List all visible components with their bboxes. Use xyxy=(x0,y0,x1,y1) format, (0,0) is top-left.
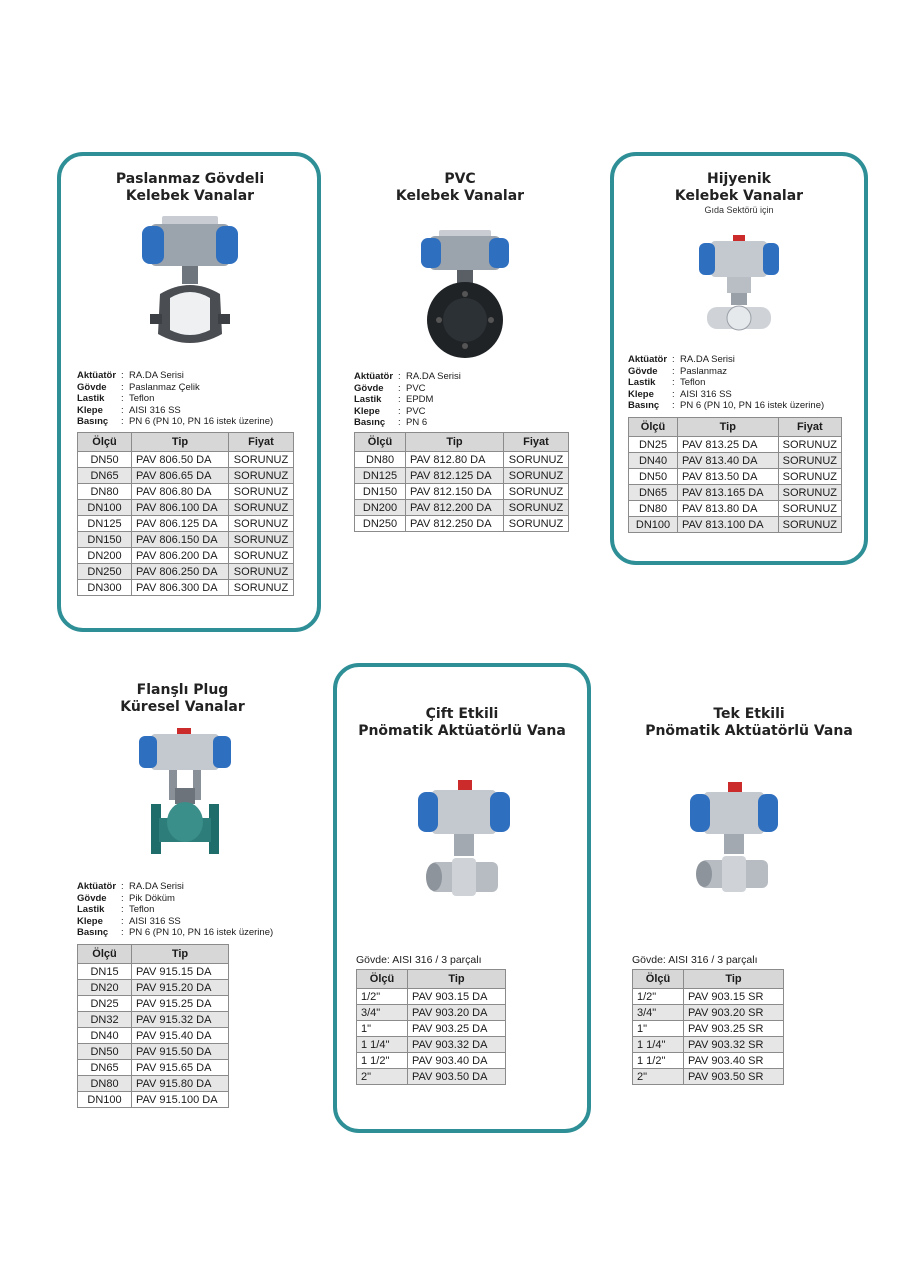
spec-separator: : xyxy=(398,405,401,417)
table-row xyxy=(355,500,569,516)
table-row xyxy=(357,1069,506,1085)
table-cell: 2" xyxy=(633,1069,684,1085)
spec-list xyxy=(628,354,824,412)
table-row xyxy=(629,437,842,453)
table-cell: PAV 903.15 SR xyxy=(684,989,784,1005)
table-cell: SORUNUZ xyxy=(504,468,569,484)
table-cell: DN150 xyxy=(355,484,406,500)
spec-separator: : xyxy=(398,394,401,405)
table-cell: PAV 903.25 SR xyxy=(684,1021,784,1037)
price-table xyxy=(354,432,569,532)
spec-row: Klepe : AISI 316 SS xyxy=(628,388,732,400)
table-cell: DN250 xyxy=(355,516,406,532)
table-cell: PAV 915.20 DA xyxy=(132,980,229,996)
spec-separator: : xyxy=(398,371,401,382)
card-title: PVC Kelebek Vanalar xyxy=(395,171,525,204)
table-row xyxy=(78,1092,229,1108)
table-row xyxy=(633,989,784,1005)
table-cell: PAV 903.15 DA xyxy=(408,989,506,1005)
table-cell: PAV 903.32 SR xyxy=(684,1037,784,1053)
table-cell: PAV 915.50 DA xyxy=(132,1044,229,1060)
table-cell: PAV 915.32 DA xyxy=(132,1012,229,1028)
table-cell: DN200 xyxy=(78,548,132,564)
table-cell: PAV 812.150 DA xyxy=(406,484,504,500)
col-header: Fiyat xyxy=(778,418,841,437)
col-header: Ölçü xyxy=(78,433,132,452)
spec-separator: : xyxy=(121,892,124,904)
table-row xyxy=(78,484,294,500)
col-header: Tip xyxy=(406,433,504,452)
table-cell: PAV 813.40 DA xyxy=(678,453,779,469)
table-row xyxy=(78,500,294,516)
table-cell: PAV 813.50 DA xyxy=(678,469,779,485)
table-cell: DN125 xyxy=(355,468,406,484)
table-row xyxy=(78,548,294,564)
col-header: Tip xyxy=(132,433,229,452)
table-cell: 3/4" xyxy=(357,1005,408,1021)
table-cell: PAV 903.40 DA xyxy=(408,1053,506,1069)
table-cell: PAV 915.25 DA xyxy=(132,996,229,1012)
table-cell: SORUNUZ xyxy=(778,437,841,453)
spec-separator: : xyxy=(672,400,675,411)
table-cell: SORUNUZ xyxy=(504,516,569,532)
table-cell: 3/4" xyxy=(633,1005,684,1021)
table-row xyxy=(355,468,569,484)
table-cell: PAV 915.100 DA xyxy=(132,1092,229,1108)
table-cell: SORUNUZ xyxy=(778,501,841,517)
spec-row: Basınç : PN 6 (PN 10, PN 16 istek üzerine) xyxy=(77,927,274,938)
table-row xyxy=(629,469,842,485)
table-cell: SORUNUZ xyxy=(778,453,841,469)
table-cell: SORUNUZ xyxy=(229,452,294,468)
table-row xyxy=(78,980,229,996)
spec-row: Aktüatör : RA.DA Serisi xyxy=(77,370,184,381)
single-acting-ball-valve-image xyxy=(688,782,780,904)
table-cell: PAV 903.20 SR xyxy=(684,1005,784,1021)
col-header: Ölçü xyxy=(633,970,684,989)
card-title: Hijyenik Kelebek Vanalar Gıda Sektörü için xyxy=(610,171,868,216)
table-cell: SORUNUZ xyxy=(504,452,569,468)
table-cell: SORUNUZ xyxy=(229,548,294,564)
table-row xyxy=(357,1037,506,1053)
spec-line: Gövde: AISI 316 / 3 parçalı xyxy=(632,954,758,966)
table-cell: PAV 806.50 DA xyxy=(132,452,229,468)
table-cell: PAV 813.25 DA xyxy=(678,437,779,453)
col-header: Tip xyxy=(684,970,784,989)
table-row xyxy=(78,1044,229,1060)
table-cell: 1/2" xyxy=(633,989,684,1005)
table-row xyxy=(355,484,569,500)
table-cell: SORUNUZ xyxy=(229,564,294,580)
spec-separator: : xyxy=(121,904,124,915)
table-cell: PAV 812.80 DA xyxy=(406,452,504,468)
table-cell: SORUNUZ xyxy=(504,500,569,516)
table-cell: PAV 806.200 DA xyxy=(132,548,229,564)
table-cell: PAV 915.40 DA xyxy=(132,1028,229,1044)
table-row xyxy=(78,468,294,484)
table-row xyxy=(78,516,294,532)
table-cell: DN100 xyxy=(78,1092,132,1108)
table-row xyxy=(357,1021,506,1037)
table-cell: DN50 xyxy=(78,1044,132,1060)
spec-row: Gövde : Paslanmaz xyxy=(628,365,727,377)
spec-separator: : xyxy=(121,881,124,892)
spec-row: Basınç : PN 6 (PN 10, PN 16 istek üzerine) xyxy=(628,400,825,411)
table-cell: DN20 xyxy=(78,980,132,996)
table-cell: DN50 xyxy=(629,469,678,485)
table-cell: DN125 xyxy=(78,516,132,532)
col-header: Ölçü xyxy=(355,433,406,452)
card-title: Paslanmaz Gövdeli Kelebek Vanalar xyxy=(115,171,265,204)
table-cell: PAV 812.200 DA xyxy=(406,500,504,516)
table-row xyxy=(78,1028,229,1044)
price-table xyxy=(628,417,842,533)
table-cell: PAV 903.40 SR xyxy=(684,1053,784,1069)
table-row xyxy=(78,1060,229,1076)
table-row xyxy=(629,517,842,533)
spec-row: Basınç : PN 6 xyxy=(354,417,428,428)
hygienic-butterfly-valve-image xyxy=(697,233,781,343)
table-cell: PAV 915.15 DA xyxy=(132,964,229,980)
spec-separator: : xyxy=(121,404,124,416)
spec-row: Aktüatör : RA.DA Serisi xyxy=(77,881,184,892)
spec-separator: : xyxy=(121,381,124,393)
card-subtitle: Gıda Sektörü için xyxy=(704,205,774,215)
table-cell: DN100 xyxy=(78,500,132,516)
table-cell: DN250 xyxy=(78,564,132,580)
table-cell: 1 1/2" xyxy=(357,1053,408,1069)
card-title: Çift Etkili Pnömatik Aktüatörlü Vana xyxy=(358,706,566,739)
table-cell: DN80 xyxy=(78,484,132,500)
spec-separator: : xyxy=(672,377,675,388)
col-header: Ölçü xyxy=(357,970,408,989)
table-cell: PAV 903.20 DA xyxy=(408,1005,506,1021)
spec-separator: : xyxy=(121,393,124,404)
spec-row: Gövde : PVC xyxy=(354,382,426,394)
price-table xyxy=(77,944,229,1108)
table-cell: DN200 xyxy=(355,500,406,516)
table-row xyxy=(633,1069,784,1085)
table-cell: 1 1/4" xyxy=(633,1037,684,1053)
spec-separator: : xyxy=(121,416,124,427)
table-cell: DN65 xyxy=(78,468,132,484)
spec-row: Lastik : EPDM xyxy=(354,394,434,405)
spec-separator: : xyxy=(121,915,124,927)
table-cell: DN50 xyxy=(78,452,132,468)
price-table xyxy=(77,432,294,596)
table-cell: PAV 915.80 DA xyxy=(132,1076,229,1092)
table-row xyxy=(629,453,842,469)
table-cell: PAV 903.25 DA xyxy=(408,1021,506,1037)
table-row xyxy=(357,1053,506,1069)
col-header: Fiyat xyxy=(504,433,569,452)
table-cell: PAV 903.32 DA xyxy=(408,1037,506,1053)
spec-row: Gövde : Pik Döküm xyxy=(77,892,175,904)
table-cell: 1 1/4" xyxy=(357,1037,408,1053)
table-cell: DN150 xyxy=(78,532,132,548)
pvc-butterfly-valve-image xyxy=(415,228,515,358)
table-cell: DN65 xyxy=(629,485,678,501)
table-cell: PAV 813.100 DA xyxy=(678,517,779,533)
table-cell: DN80 xyxy=(629,501,678,517)
table-row xyxy=(355,516,569,532)
table-row xyxy=(78,452,294,468)
table-cell: PAV 903.50 DA xyxy=(408,1069,506,1085)
table-cell: SORUNUZ xyxy=(229,516,294,532)
table-cell: SORUNUZ xyxy=(778,469,841,485)
table-cell: SORUNUZ xyxy=(229,500,294,516)
table-row xyxy=(78,996,229,1012)
price-table xyxy=(356,969,506,1085)
spec-line: Gövde: AISI 316 / 3 parçalı xyxy=(356,954,482,966)
card-title: Flanşlı Plug Küresel Vanalar xyxy=(120,682,245,715)
table-cell: SORUNUZ xyxy=(778,517,841,533)
table-row xyxy=(78,532,294,548)
table-cell: PAV 806.125 DA xyxy=(132,516,229,532)
table-cell: DN80 xyxy=(78,1076,132,1092)
table-cell: SORUNUZ xyxy=(229,532,294,548)
table-cell: PAV 903.50 SR xyxy=(684,1069,784,1085)
spec-row: Klepe : AISI 316 SS xyxy=(77,915,181,927)
table-cell: SORUNUZ xyxy=(229,484,294,500)
table-cell: DN25 xyxy=(629,437,678,453)
spec-separator: : xyxy=(672,365,675,377)
spec-row: Aktüatör : RA.DA Serisi xyxy=(354,371,461,382)
table-cell: SORUNUZ xyxy=(778,485,841,501)
table-row xyxy=(633,1053,784,1069)
card-title: Tek Etkili Pnömatik Aktüatörlü Vana xyxy=(645,706,853,739)
spec-row: Klepe : PVC xyxy=(354,405,426,417)
table-cell: PAV 813.80 DA xyxy=(678,501,779,517)
table-cell: DN65 xyxy=(78,1060,132,1076)
table-cell: PAV 806.80 DA xyxy=(132,484,229,500)
table-cell: PAV 806.100 DA xyxy=(132,500,229,516)
spec-row: Klepe : AISI 316 SS xyxy=(77,404,181,416)
spec-list xyxy=(77,370,273,428)
table-cell: DN15 xyxy=(78,964,132,980)
spec-row: Gövde : Paslanmaz Çelik xyxy=(77,381,200,393)
table-row xyxy=(633,1037,784,1053)
col-header: Ölçü xyxy=(78,945,132,964)
double-acting-ball-valve-image xyxy=(416,780,512,910)
table-cell: PAV 806.150 DA xyxy=(132,532,229,548)
table-row xyxy=(78,1012,229,1028)
table-cell: 1 1/2" xyxy=(633,1053,684,1069)
col-header: Tip xyxy=(132,945,229,964)
table-cell: DN300 xyxy=(78,580,132,596)
table-cell: DN80 xyxy=(355,452,406,468)
table-cell: SORUNUZ xyxy=(504,484,569,500)
table-row xyxy=(357,989,506,1005)
table-row xyxy=(78,564,294,580)
table-cell: 2" xyxy=(357,1069,408,1085)
table-row xyxy=(78,964,229,980)
spec-separator: : xyxy=(398,417,401,428)
spec-separator: : xyxy=(121,370,124,381)
stainless-butterfly-valve-image xyxy=(140,214,240,354)
table-cell: SORUNUZ xyxy=(229,580,294,596)
table-row xyxy=(633,1021,784,1037)
col-header: Tip xyxy=(408,970,506,989)
spec-separator: : xyxy=(398,382,401,394)
spec-list xyxy=(354,371,461,429)
spec-separator: : xyxy=(672,388,675,400)
spec-row: Basınç : PN 6 (PN 10, PN 16 istek üzerine) xyxy=(77,416,274,427)
spec-row: Lastik : Teflon xyxy=(77,904,155,915)
table-cell: PAV 812.250 DA xyxy=(406,516,504,532)
table-cell: PAV 813.165 DA xyxy=(678,485,779,501)
table-row xyxy=(78,1076,229,1092)
table-cell: 1" xyxy=(633,1021,684,1037)
table-row xyxy=(355,452,569,468)
col-header: Fiyat xyxy=(229,433,294,452)
table-cell: 1/2" xyxy=(357,989,408,1005)
table-cell: DN32 xyxy=(78,1012,132,1028)
table-row xyxy=(78,580,294,596)
spec-list xyxy=(77,881,273,939)
table-cell: PAV 806.300 DA xyxy=(132,580,229,596)
table-cell: 1" xyxy=(357,1021,408,1037)
table-cell: DN25 xyxy=(78,996,132,1012)
flanged-plug-valve-image xyxy=(135,728,235,863)
table-cell: DN40 xyxy=(78,1028,132,1044)
table-row xyxy=(629,485,842,501)
col-header: Ölçü xyxy=(629,418,678,437)
table-cell: DN100 xyxy=(629,517,678,533)
table-row xyxy=(357,1005,506,1021)
table-row xyxy=(633,1005,784,1021)
table-cell: PAV 806.65 DA xyxy=(132,468,229,484)
spec-row: Lastik : Teflon xyxy=(628,377,706,388)
table-row xyxy=(629,501,842,517)
spec-separator: : xyxy=(672,354,675,365)
spec-row: Lastik : Teflon xyxy=(77,393,155,404)
price-table xyxy=(632,969,784,1085)
table-cell: DN40 xyxy=(629,453,678,469)
table-cell: PAV 806.250 DA xyxy=(132,564,229,580)
table-cell: SORUNUZ xyxy=(229,468,294,484)
spec-row: Aktüatör : RA.DA Serisi xyxy=(628,354,735,365)
table-cell: PAV 915.65 DA xyxy=(132,1060,229,1076)
table-cell: PAV 812.125 DA xyxy=(406,468,504,484)
spec-separator: : xyxy=(121,927,124,938)
col-header: Tip xyxy=(678,418,779,437)
